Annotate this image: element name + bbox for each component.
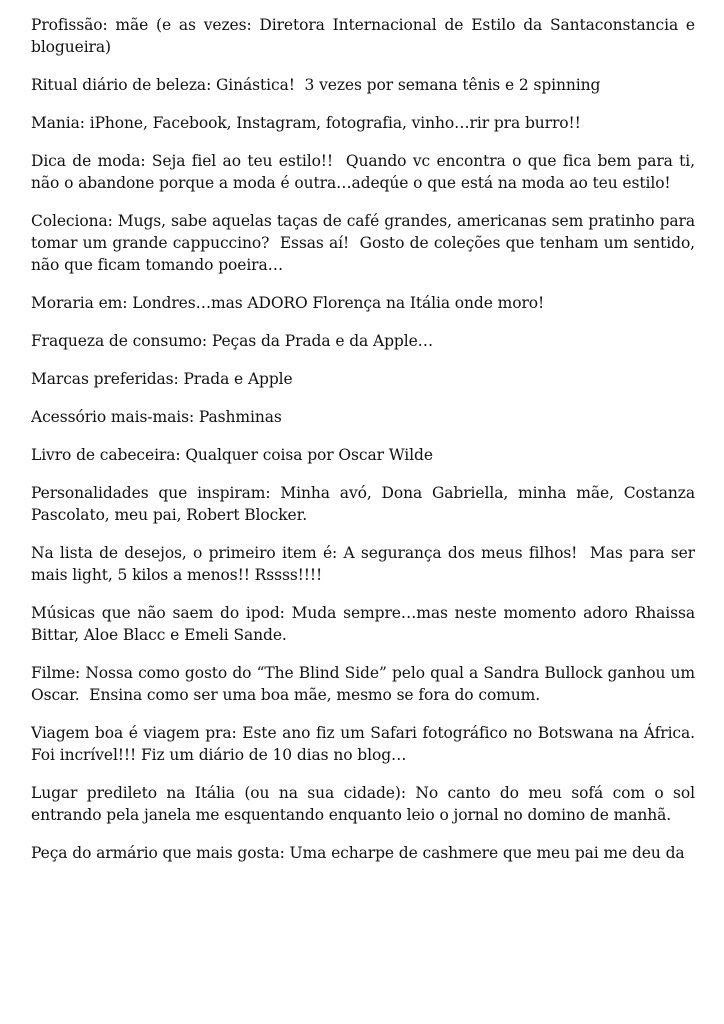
paragraph-lugar-predileto: Lugar predileto na Itália (ou na sua cidade): No canto do meu sofá com o sol entrando pela janela me esquentando enquanto leio o jornal no domino de manhã. [31, 784, 700, 824]
paragraph-dica-de-moda: Dica de moda: Seja fiel ao teu estilo!! Quando vc encontra o que fica bem para ti, não o abandone porque a moda é outra…adeqúe o que está na moda ao teu estilo! [31, 152, 700, 192]
paragraph-ritual: Ritual diário de beleza: Ginástica! 3 vezes por semana tênis e 2 spinning [31, 76, 601, 94]
paragraph-peca-do-armario: Peça do armário que mais gosta: Uma echarpe de cashmere que meu pai me deu da [31, 844, 685, 862]
paragraph-fraqueza-de-consumo: Fraqueza de consumo: Peças da Prada e da Apple… [31, 332, 434, 350]
document-page [31, 14, 705, 864]
paragraph-personalidades: Personalidades que inspiram: Minha avó, Dona Gabriella, minha mãe, Costanza Pascolato, meu pai, Robert Blocker. [31, 484, 700, 524]
paragraph-moraria-em: Moraria em: Londres…mas ADORO Florença na Itália onde moro! [31, 294, 545, 312]
paragraph-mania: Mania: iPhone, Facebook, Instagram, fotografia, vinho…rir pra burro!! [31, 114, 581, 132]
paragraph-coleciona: Coleciona: Mugs, sabe aquelas taças de café grandes, americanas sem pratinho para tomar um grande cappuccino? Essas aí! Gosto de coleções que tenham um sentido, não que ficam tomando poeira… [31, 212, 700, 274]
paragraph-acessorio: Acessório mais-mais: Pashminas [31, 408, 282, 426]
paragraph-marcas-preferidas: Marcas preferidas: Prada e Apple [31, 370, 293, 388]
paragraph-profissao: Profissão: mãe (e as vezes: Diretora Internacional de Estilo da Santaconstancia e blogueira) [31, 16, 700, 56]
paragraph-filme: Filme: Nossa como gosto do “The Blind Side” pelo qual a Sandra Bullock ganhou um Oscar. Ensina como ser uma boa mãe, mesmo se fora do comum. [31, 664, 700, 704]
paragraph-viagem: Viagem boa é viagem pra: Este ano fiz um Safari fotográfico no Botswana na África. Foi incrível!!! Fiz um diário de 10 dias no blog… [31, 724, 705, 764]
paragraph-musicas: Músicas que não saem do ipod: Muda sempre…mas neste momento adoro Rhaissa Bittar, Aloe Blacc e Emeli Sande. [31, 604, 700, 644]
paragraph-livro-de-cabeceira: Livro de cabeceira: Qualquer coisa por Oscar Wilde [31, 446, 433, 464]
paragraph-lista-de-desejos: Na lista de desejos, o primeiro item é: A segurança dos meus filhos! Mas para ser mais light, 5 kilos a menos!! Rssss!!!! [31, 544, 700, 584]
